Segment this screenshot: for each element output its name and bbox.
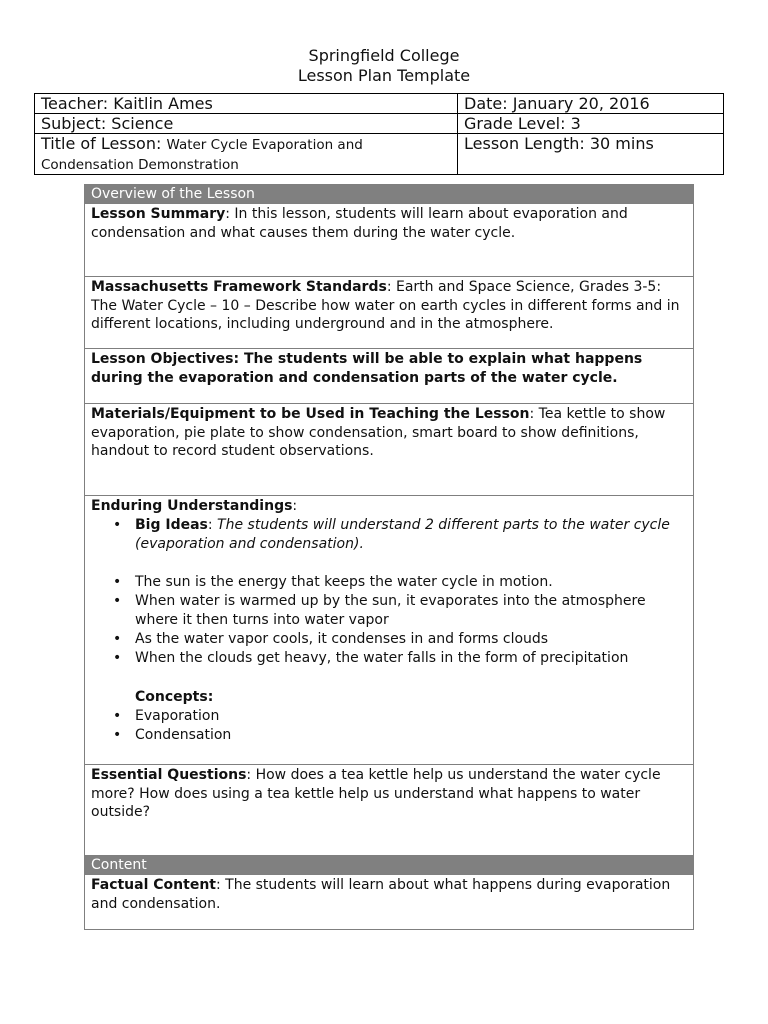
big-ideas-colon: : [207, 516, 218, 533]
info-row-teacher [35, 94, 724, 114]
list-item: • Condensation [135, 726, 687, 745]
big-ideas-list [91, 516, 687, 554]
factual-content-text: : The students will learn about what happens during evaporation and condensation. [91, 877, 671, 912]
objectives-text: Lesson Objectives: The students will be able to explain what happens during the evaporation and condensation parts of the water cycle. [91, 351, 643, 386]
college-name: Springfield College [308, 46, 460, 65]
enduring-understandings-cell [85, 496, 693, 765]
date-label: Date: [464, 94, 508, 113]
objectives-cell [85, 349, 693, 404]
lesson-summary-cell [85, 204, 693, 277]
understandings-colon: : [292, 498, 298, 514]
content-section-header: Content [85, 856, 693, 875]
list-item: • Evaporation [135, 707, 687, 726]
info-row-title [35, 134, 724, 175]
subject-value: Science [111, 114, 174, 133]
understanding-points-list [91, 573, 687, 668]
understandings-label: Enduring Understandings [91, 498, 293, 514]
info-row-subject [35, 114, 724, 134]
concepts-list [91, 707, 687, 745]
teacher-cell [35, 94, 458, 114]
date-value: January 20, 2016 [512, 94, 650, 113]
list-item: • As the water vapor cools, it condenses in and forms clouds [135, 630, 687, 649]
essential-questions-label: Essential Questions [91, 767, 247, 783]
essential-questions-cell [85, 765, 693, 856]
list-item: • When the clouds get heavy, the water falls in the form of precipitation [135, 649, 687, 668]
standards-cell [85, 277, 693, 349]
big-ideas-text: The students will understand 2 different parts to the water cycle (evaporation and condensation). [135, 516, 670, 552]
teacher-label: Teacher: [41, 94, 109, 113]
factual-content-label: Factual Content [91, 877, 216, 893]
grade-label: Grade Level: [464, 114, 566, 133]
lesson-info-table [34, 93, 724, 175]
materials-cell [85, 404, 693, 496]
subject-cell [35, 114, 458, 134]
standards-text: : Earth and Space Science, Grades 3-5: The Water Cycle – 10 – Describe how water on earth cycles in different forms and in different locations, including underground and in the atmosphere. [91, 279, 680, 332]
materials-text: : Tea kettle to show evaporation, pie plate to show condensation, smart board to show definitions, handout to record student observations. [91, 406, 666, 459]
grade-cell [458, 114, 724, 134]
title-value: Water Cycle Evaporation and Condensation Demonstration [41, 137, 363, 173]
teacher-value: Kaitlin Ames [113, 94, 213, 113]
list-item: • When water is warmed up by the sun, it evaporates into the atmosphere where it then turns into water vapor [135, 592, 687, 630]
lesson-summary-text: : In this lesson, students will learn about evaporation and condensation and what causes them during the water cycle. [91, 206, 628, 241]
title-label: Title of Lesson: [41, 134, 162, 153]
factual-content-cell [85, 875, 693, 929]
standards-label: Massachusetts Framework Standards [91, 279, 387, 295]
concepts-label: Concepts: [135, 688, 214, 705]
template-title: Lesson Plan Template [297, 66, 471, 85]
materials-label: Materials/Equipment to be Used in Teaching the Lesson [91, 406, 530, 422]
essential-questions-text: : How does a tea kettle help us understand the water cycle more? How does using a tea kettle help us understand what happens to water outside? [91, 767, 661, 820]
length-value: 30 mins [589, 134, 654, 153]
lesson-summary-label: Lesson Summary [91, 206, 226, 222]
lesson-plan-table [84, 184, 694, 930]
subject-label: Subject: [41, 114, 107, 133]
date-cell [458, 94, 724, 114]
length-label: Lesson Length: [464, 134, 585, 153]
grade-value: 3 [570, 114, 581, 133]
big-ideas-label: Big Ideas [135, 516, 208, 533]
length-cell [458, 134, 724, 175]
list-item: • The sun is the energy that keeps the water cycle in motion. [135, 573, 687, 592]
overview-section-header: Overview of the Lesson [85, 185, 693, 204]
title-cell [35, 134, 458, 175]
document-header [0, 46, 768, 86]
big-ideas-item [135, 516, 687, 554]
